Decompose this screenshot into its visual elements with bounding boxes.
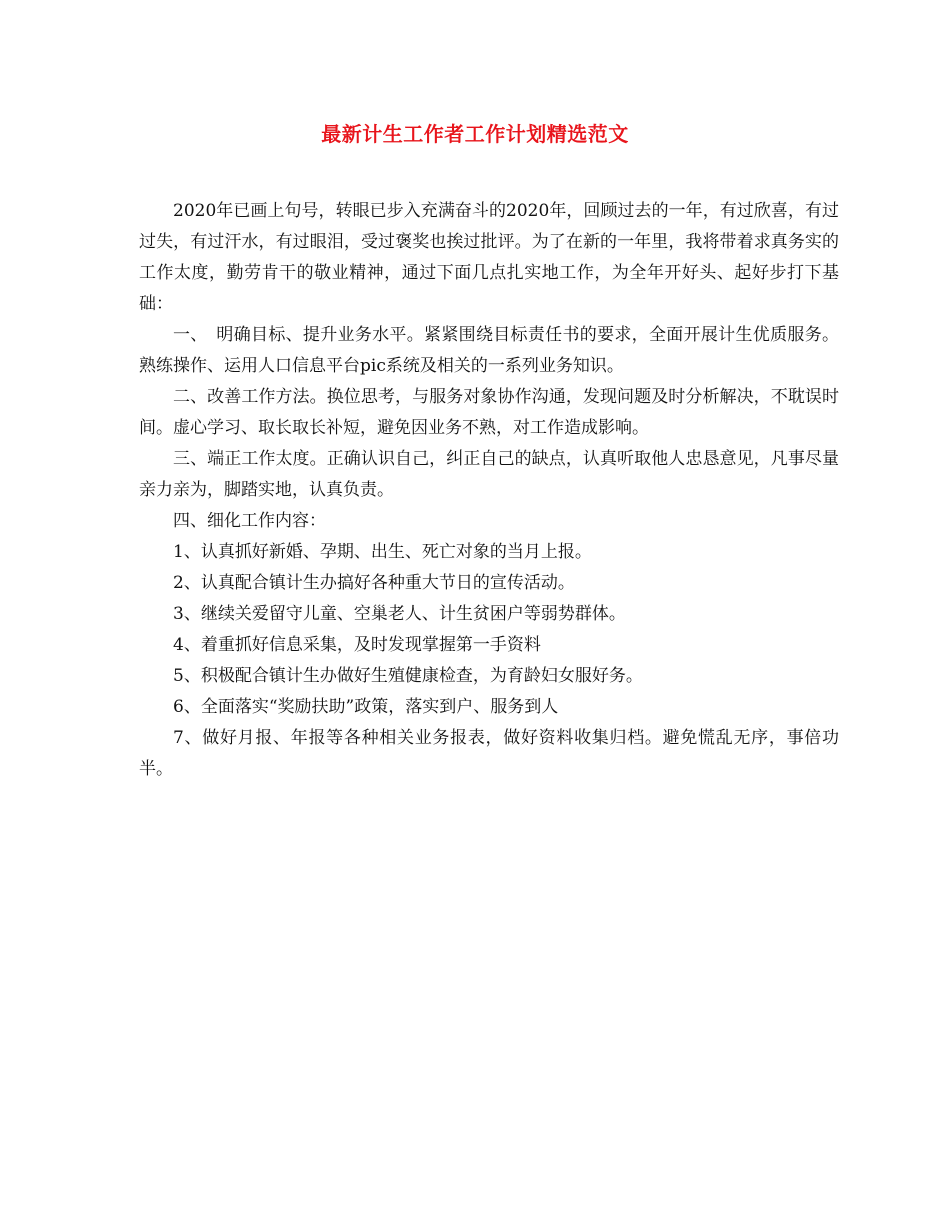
section-two-paragraph: 二、改善工作方法。换位思考，与服务对象协作沟通，发现问题及时分析解决，不耽误时间。虚心学习、取长取长补短，避免因业务不熟，对工作造成影响。 bbox=[139, 387, 839, 438]
list-item: 1、认真抓好新婚、孕期、出生、死亡对象的当月上报。 bbox=[173, 542, 592, 562]
list-item: 2、认真配合镇计生办搞好各种重大节日的宣传活动。 bbox=[173, 573, 575, 593]
list-item: 4、着重抓好信息采集，及时发现掌握第一手资料 bbox=[173, 635, 541, 655]
list-item: 5、积极配合镇计生办做好生殖健康检查，为育龄妇女服好务。 bbox=[173, 666, 643, 686]
section-four-heading: 四、细化工作内容： bbox=[173, 511, 326, 531]
document-title: 最新计生工作者工作计划精选范文 bbox=[321, 122, 629, 146]
list-item: 7、做好月报、年报等各种相关业务报表，做好资料收集归档。避免慌乱无序，事倍功半。 bbox=[139, 728, 839, 779]
list-item: 3、继续关爱留守儿童、空巢老人、计生贫困户等弱势群体。 bbox=[173, 604, 626, 624]
section-one-paragraph: 一、 明确目标、提升业务水平。紧紧围绕目标责任书的要求，全面开展计生优质服务。熟练操作、运用人口信息平台pic系统及相关的一系列业务知识。 bbox=[139, 325, 839, 376]
document-body bbox=[139, 196, 839, 785]
list-item: 6、全面落实“奖励扶助”政策，落实到户、服务到人 bbox=[173, 697, 559, 717]
intro-paragraph: 2020年已画上句号，转眼已步入充满奋斗的2020年，回顾过去的一年，有过欣喜，有过过失，有过汗水，有过眼泪，受过褒奖也挨过批评。为了在新的一年里，我将带着求真务实的工作太度，勤劳肯干的敬业精神，通过下面几点扎实地工作，为全年开好头、起好步打下基础： bbox=[139, 201, 839, 314]
section-three-paragraph: 三、端正工作太度。正确认识自己，纠正自己的缺点，认真听取他人忠恳意见，凡事尽量亲力亲为，脚踏实地，认真负责。 bbox=[139, 449, 839, 500]
